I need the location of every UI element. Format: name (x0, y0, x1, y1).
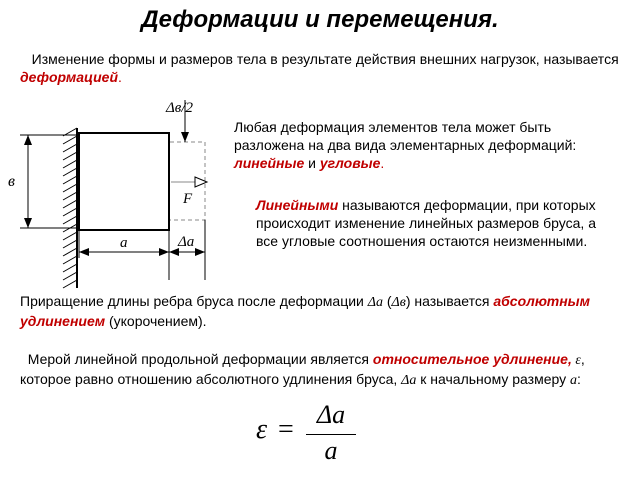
paragraph-relative-elongation (20, 350, 620, 390)
beam-deformation-diagram (0, 90, 250, 290)
rb1-end: . (380, 155, 385, 171)
label-delta-b-half: Δв/2 (166, 100, 193, 116)
rb1-term-angular: угловые (319, 155, 381, 171)
p3-end: (укорочением). (105, 313, 207, 329)
rb1-mid: и (304, 155, 320, 171)
p3-paren-open: ( (382, 293, 392, 309)
formula-fraction-bar (306, 434, 356, 435)
original-body (79, 133, 169, 230)
formula-denominator: a (324, 436, 338, 465)
p4-eps: ε (571, 353, 581, 368)
intro-end: . (118, 69, 122, 85)
right-block-2 (256, 196, 620, 250)
p3-sym-db: Δв (391, 295, 406, 310)
rb2-term: Линейными (256, 197, 339, 213)
right-block-1 (234, 118, 614, 172)
da-arrow-right (195, 248, 205, 256)
label-a: a (120, 235, 128, 251)
intro-term: деформацией (20, 69, 118, 85)
page-title: Деформации и перемещения. (141, 6, 499, 33)
p4-term: относительное удлинение (372, 351, 568, 367)
formula-lhs: ε (256, 414, 268, 445)
b-arrow-bottom (24, 218, 32, 228)
label-F: F (183, 191, 193, 207)
p3-term: абсолютным удлинением (20, 293, 590, 329)
rb2-text: называются деформации, при которых происходит изменение линейных размеров бруса, а все угловые соотношения остаются неизменными. (256, 197, 596, 249)
formula-eq: = (278, 414, 294, 445)
label-delta-a: Δa (178, 234, 195, 250)
top-arrowhead (181, 132, 189, 142)
rb1-text: Любая деформация элементов тела может быть разложена на два вида элементарных деформаций: (234, 119, 577, 153)
p4-text-end: к начальному размеру (416, 371, 571, 387)
p3-text-start: Приращение длины ребра бруса после деформации (20, 293, 368, 309)
p4-comma: , (567, 351, 572, 367)
p4-colon: : (577, 371, 581, 387)
fixed-wall (63, 128, 77, 288)
intro-text: Изменение формы и размеров тела в результате действия внешних нагрузок, называется (31, 51, 619, 67)
p4-sym-da: Δa (401, 373, 417, 388)
formula-numerator: Δa (316, 400, 346, 429)
b-arrow-top (24, 135, 32, 145)
a-arrow-left (79, 248, 89, 256)
p3-sym-da: Δa (367, 295, 383, 310)
p4-text-mid: , которое равно отношению абсолютного удлинения бруса, (20, 351, 585, 387)
a-arrow-right (159, 248, 169, 256)
p3-paren-close: ) называется (405, 293, 494, 309)
p4-sym-a: a (570, 373, 578, 388)
label-b: в (8, 173, 15, 190)
strain-formula (250, 400, 360, 470)
rb1-term-linear: линейные (234, 155, 305, 171)
paragraph-absolute-elongation (20, 292, 620, 330)
intro-paragraph (20, 50, 630, 86)
p4-text-start: Мерой линейной продольной деформации является (27, 351, 373, 367)
